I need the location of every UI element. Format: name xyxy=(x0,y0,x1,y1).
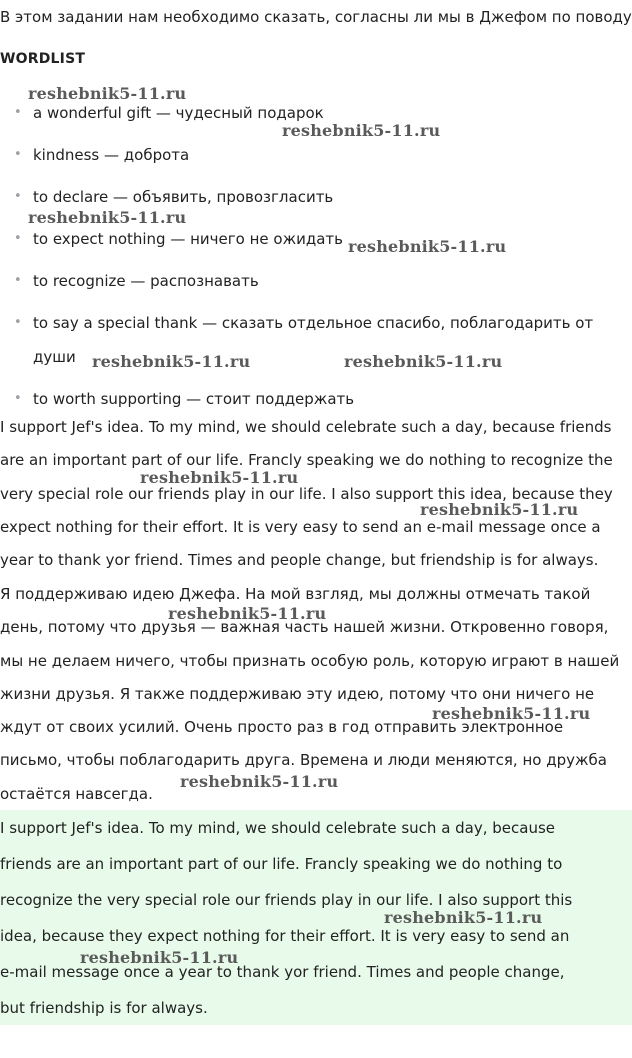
watermark: reshebnik5-11.ru xyxy=(92,352,251,371)
highlighted-line: recognize the very special role our friends play in our life. I also support this xyxy=(0,891,573,909)
list-item xyxy=(0,264,632,298)
paragraph-english: I support Jef's idea. To my mind, we should celebrate such a day, because friends are an important part of our life. Francly speaking we do nothing to recognize the very special role our friends play in our life. I also support this idea, because they expect nothing for their effort. It is very easy to send an e-mail message once a year to thank yor friend. Times and people change, but friendship is for always. xyxy=(0,418,613,570)
highlighted-line: friends are an important part of our life. Francly speaking we do nothing to xyxy=(0,855,563,873)
watermark: reshebnik5-11.ru xyxy=(28,84,187,103)
paragraph-russian: Я поддерживаю идею Джефа. На мой взгляд, мы должны отмечать такой день, потому что друзья — важная часть нашей жизни. Откровенно говоря, мы не делаем ничего, чтобы признать особую роль, которую играют в нашей жизни друзья. Я также поддерживаю эту идею, потому что они ничего не ждут от своих усилий. Очень просто раз в год отправить электронное письмо, чтобы поблагодарить друга. Времена и люди меняются, но дружба остаётся навсегда. xyxy=(0,585,620,803)
watermark: reshebnik5-11.ru xyxy=(180,772,339,791)
watermark: reshebnik5-11.ru xyxy=(344,352,503,371)
watermark: reshebnik5-11.ru xyxy=(140,468,299,487)
bullet-icon: • xyxy=(14,147,22,162)
list-item xyxy=(0,222,632,256)
list-item-text: to expect nothing — ничего не ожидать xyxy=(33,230,343,248)
watermark: reshebnik5-11.ru xyxy=(348,237,507,256)
list-item xyxy=(0,138,632,172)
watermark: reshebnik5-11.ru xyxy=(384,908,543,927)
bullet-icon: • xyxy=(14,189,22,204)
bullet-icon: • xyxy=(14,391,22,406)
list-item-text: to worth supporting — стоит поддержать xyxy=(33,390,355,408)
wordlist-heading: WORDLIST xyxy=(0,51,86,67)
highlighted-line: idea, because they expect nothing for their effort. It is very easy to send an xyxy=(0,927,570,945)
watermark: reshebnik5-11.ru xyxy=(168,604,327,623)
list-item-text: kindness — доброта xyxy=(33,146,190,164)
intro-text xyxy=(0,0,632,42)
intro-line: В этом задании нам необходимо сказать, согласны ли мы в Джефом по поводу xyxy=(0,8,632,26)
highlighted-line: e-mail message once a year to thank yor friend. Times and people change, xyxy=(0,963,565,981)
bullet-icon: • xyxy=(14,273,22,288)
watermark: reshebnik5-11.ru xyxy=(28,208,187,227)
bullet-icon: • xyxy=(14,231,22,246)
list-item-text: to declare — объявить, провозгласить xyxy=(33,188,334,206)
watermark: reshebnik5-11.ru xyxy=(432,704,591,723)
bullet-icon: • xyxy=(14,315,22,330)
watermark: reshebnik5-11.ru xyxy=(282,121,441,140)
watermark: reshebnik5-11.ru xyxy=(420,500,579,519)
list-item-text: to say a special thank — сказать отдельное спасибо, поблагодарить от души xyxy=(33,314,594,366)
wordlist xyxy=(0,96,632,424)
watermark: reshebnik5-11.ru xyxy=(80,948,239,967)
highlighted-line: but friendship is for always. xyxy=(0,999,208,1017)
list-item-text: to recognize — распознавать xyxy=(33,272,259,290)
list-item-text: a wonderful gift — чудесный подарок xyxy=(33,104,324,122)
bullet-icon: • xyxy=(14,105,22,120)
highlighted-line: I support Jef's idea. To my mind, we should celebrate such a day, because xyxy=(0,819,556,837)
